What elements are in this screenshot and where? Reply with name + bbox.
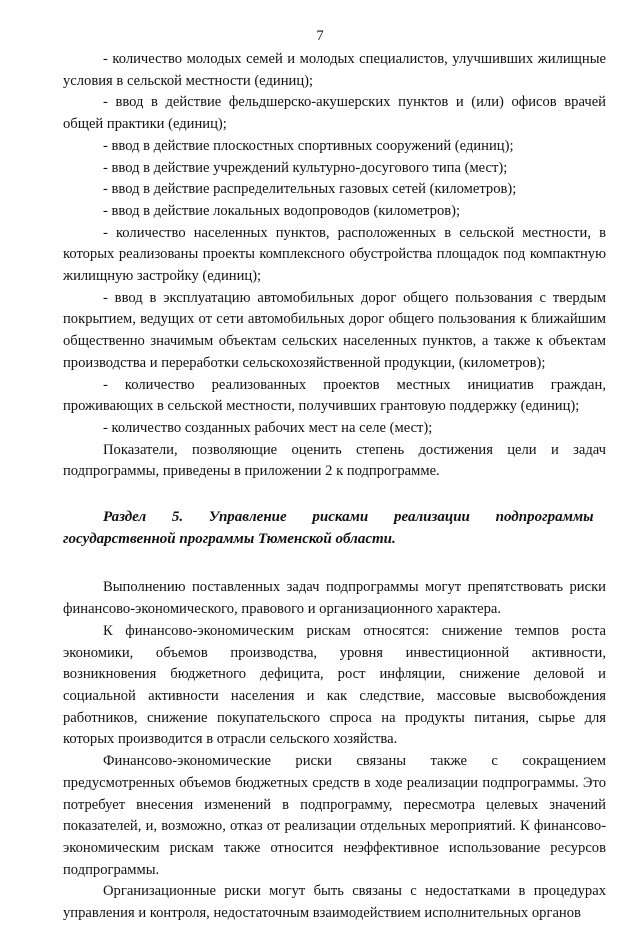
indicator-item: - ввод в действие локальных водопроводов (километров); [103,202,461,219]
indicators-note: Показатели, позволяющие оценить степень достижения цели и задач подпрограммы, приведены в приложении 2 к подпрограмме. [63,441,606,480]
indicator-item: - количество реализованных проектов местных инициатив граждан, проживающих в сельской местности, получивших грантовую поддержку (единиц); [63,376,606,415]
indicator-item: - ввод в действие учреждений культурно-досугового типа (мест); [103,159,508,176]
risk-paragraph: К финансово-экономическим рискам относятся: снижение темпов роста экономики, объемов производства, уровня инвестиционной активности, возникновения бюджетного дефицита, рост инфляции, снижение деловой и социальной активности населения и как следствие, массовые высвобождения работников, снижение покупательского спроса на продукты питания, сырье для которых производится в отрасли сельского хозяйства. [63,622,606,748]
risk-paragraph: Выполнению поставленных задач подпрограммы могут препятствовать риски финансово-экономического, правового и организационного характера. [63,579,606,618]
section-heading-line1: Раздел 5. Управление рисками реализации подпрограммы [103,509,594,526]
indicator-item: - количество созданных рабочих мест на селе (мест); [103,419,433,436]
indicator-item: - количество молодых семей и молодых специалистов, улучшивших жилищные условия в сельской местности (единиц); [63,51,606,89]
indicator-item: - ввод в действие фельдшерско-акушерских пунктов и (или) офисов врачей общей практики (единиц); [63,94,606,133]
indicator-item: - количество населенных пунктов, расположенных в сельской местности, в которых реализованы проекты комплексного обустройства площадок под компактную жилищную застройку (единиц); [63,224,606,285]
risk-paragraph: Финансово-экономические риски связаны также с сокращением предусмотренных объемов бюджетных средств в ходе реализации подпрограммы. Это потребует внесения изменений в подпрограмму, пересмотра целевых значений показателей, и, возможно, отказ от реализации отдельных мероприятий. К финансово-экономическим рискам также относится неэффективное использование ресурсов подпрограммы. [63,753,606,878]
section-heading-line2: государственной программы Тюменской области. [63,530,396,547]
risk-paragraph: Организационные риски могут быть связаны с недостатками в процедурах управления и контроля, недостаточным взаимодействием исполнительных органов [63,883,606,922]
document-body [63,49,606,925]
indicator-item: - ввод в действие плоскостных спортивных сооружений (единиц); [103,137,514,154]
indicator-item: - ввод в эксплуатацию автомобильных дорог общего пользования с твердым покрытием, ведущих от сети автомобильных дорог общего пользования к ближайшим общественно значимым объектам сельских населенных пунктов, а также к объектам производства и переработки сельскохозяйственной продукции, (километров); [63,289,606,371]
indicator-item: - ввод в действие распределительных газовых сетей (километров); [103,181,517,198]
section-heading [63,507,606,550]
page-number: 7 [316,28,324,44]
